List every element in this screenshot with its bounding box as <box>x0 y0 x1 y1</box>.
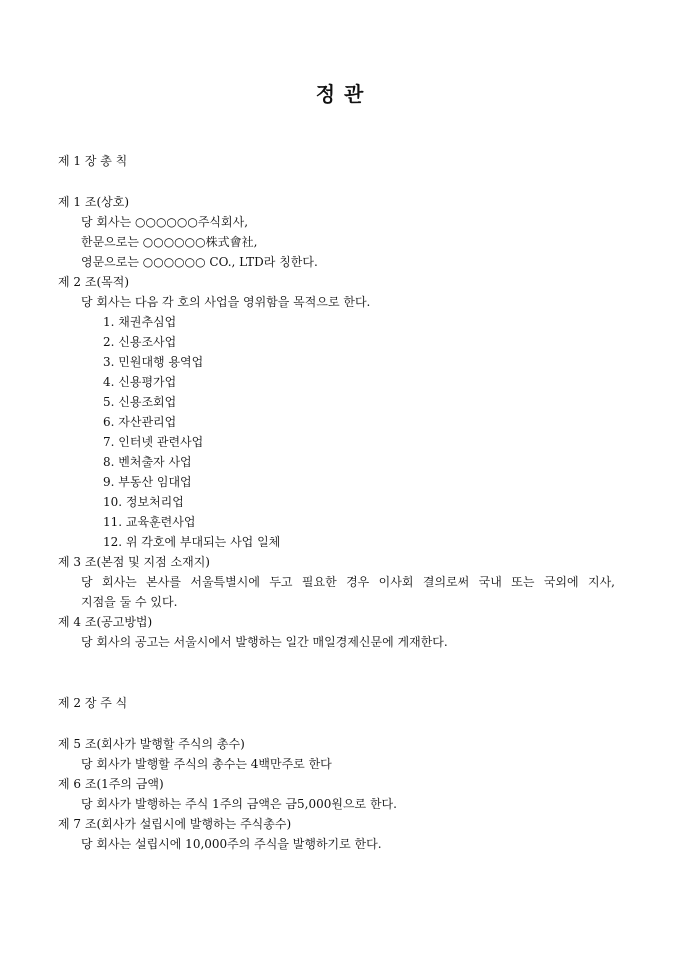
chapter-1-heading: 제 1 장 총 칙 <box>58 154 128 168</box>
article-3-line-2: 지점을 둘 수 있다. <box>81 595 178 609</box>
article-2-intro: 당 회사는 다음 각 호의 사업을 영위함을 목적으로 한다. <box>81 295 371 309</box>
article-2-item: 6. 자산관리업 <box>103 415 177 429</box>
article-2-item: 10. 정보처리업 <box>103 495 184 509</box>
article-2-item: 4. 신용평가업 <box>103 375 177 389</box>
article-1-line: 당 회사는 ○○○○○○주식회사, <box>81 215 249 229</box>
chapter-2-heading: 제 2 장 주 식 <box>58 696 128 710</box>
document-title: 정 관 <box>315 82 365 106</box>
article-2-item: 5. 신용조회업 <box>103 395 177 409</box>
article-6-text: 당 회사가 발행하는 주식 1주의 금액은 금5,000원으로 한다. <box>81 797 397 811</box>
article-5-heading: 제 5 조(회사가 발행할 주식의 총수) <box>58 737 245 751</box>
article-1-heading: 제 1 조(상호) <box>58 195 129 209</box>
article-1-line: 영문으로는 ○○○○○○ CO., LTD라 칭한다. <box>81 255 318 269</box>
article-2-heading: 제 2 조(목적) <box>58 275 129 289</box>
article-2-item: 2. 신용조사업 <box>103 335 177 349</box>
article-2-item: 9. 부동산 임대업 <box>103 475 192 489</box>
article-3-heading: 제 3 조(본점 및 지점 소재지) <box>58 555 210 569</box>
article-2-item: 8. 벤처출자 사업 <box>103 455 192 469</box>
article-2-item: 12. 위 각호에 부대되는 사업 일체 <box>103 535 281 549</box>
article-2-item: 11. 교육훈련사업 <box>103 515 196 529</box>
article-4-heading: 제 4 조(공고방법) <box>58 615 153 629</box>
article-2-item: 7. 인터넷 관련사업 <box>103 435 204 449</box>
article-6-heading: 제 6 조(1주의 금액) <box>58 777 164 791</box>
article-7-text: 당 회사는 설립시에 10,000주의 주식을 발행하기로 한다. <box>81 837 382 851</box>
article-3-line-1: 당 회사는 본사를 서울특별시에 두고 필요한 경우 이사회 결의로써 국내 또는 국외에 지사, <box>81 575 615 589</box>
article-4-text: 당 회사의 공고는 서울시에서 발행하는 일간 매일경제신문에 게재한다. <box>81 635 448 649</box>
article-7-heading: 제 7 조(회사가 설립시에 발행하는 주식총수) <box>58 817 292 831</box>
article-2-item: 3. 민원대행 용역업 <box>103 355 204 369</box>
article-1-line: 한문으로는 ○○○○○○株式會社, <box>81 235 258 249</box>
article-2-item: 1. 채권추심업 <box>103 315 177 329</box>
article-5-text: 당 회사가 발행할 주식의 총수는 4백만주로 한다 <box>81 757 332 771</box>
